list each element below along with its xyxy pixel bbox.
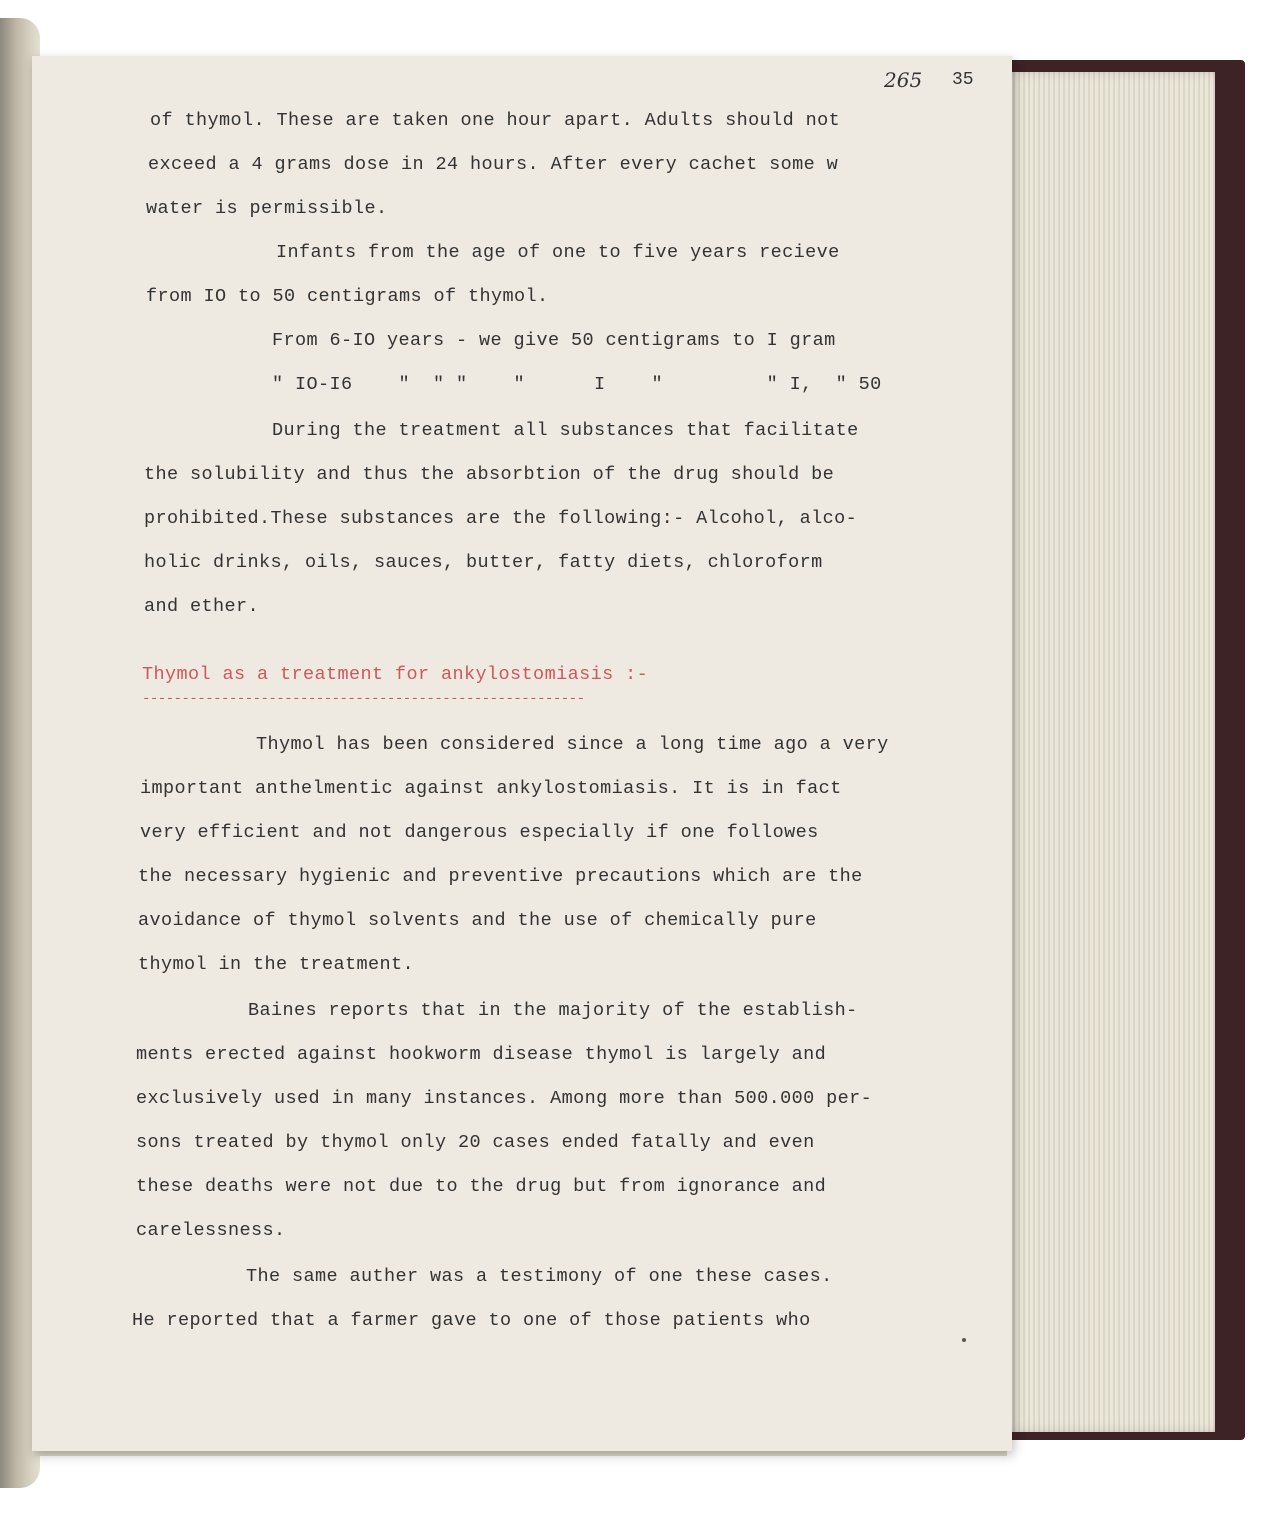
text-line: the solubility and thus the absorbtion of the drug should be xyxy=(144,464,835,485)
text-line: important anthelmentic against ankylostomiasis. It is in fact xyxy=(140,778,842,799)
ink-dot xyxy=(962,1338,966,1342)
typed-page xyxy=(32,56,1012,1451)
dosage-row: " IO-I6 " " " " I " " I, " 50 xyxy=(272,374,882,395)
text-line: He reported that a farmer gave to one of those patients who xyxy=(132,1310,811,1331)
text-line: exclusively used in many instances. Among more than 500.000 per- xyxy=(136,1088,873,1109)
text-line: water is permissible. xyxy=(146,198,388,219)
dosage-row: From 6-IO years - we give 50 centigrams to I gram xyxy=(272,330,836,351)
page-stack xyxy=(1005,72,1215,1432)
text-line: thymol in the treatment. xyxy=(138,954,415,975)
text-line: the necessary hygienic and preventive precautions which are the xyxy=(138,866,863,887)
text-line: exceed a 4 grams dose in 24 hours. After every cachet some w xyxy=(148,154,839,175)
text-line: Baines reports that in the majority of the establish- xyxy=(248,1000,858,1021)
page-number: 35 xyxy=(952,70,974,90)
text-line: prohibited.These substances are the following:- Alcohol, alco- xyxy=(144,508,858,529)
text-line: Infants from the age of one to five years recieve xyxy=(276,242,840,263)
text-line: sons treated by thymol only 20 cases ended fatally and even xyxy=(136,1132,815,1153)
text-line: avoidance of thymol solvents and the use of chemically pure xyxy=(138,910,817,931)
handwritten-page-number: 265 xyxy=(884,68,923,92)
text-line: holic drinks, oils, sauces, butter, fatty diets, chloroform xyxy=(144,552,823,573)
text-line: carelessness. xyxy=(136,1220,286,1241)
text-line: and ether. xyxy=(144,596,260,617)
text-line: ments erected against hookworm disease thymol is largely and xyxy=(136,1044,827,1065)
text-line: these deaths were not due to the drug but from ignorance and xyxy=(136,1176,827,1197)
text-line: of thymol. These are taken one hour apart. Adults should not xyxy=(150,110,841,131)
heading-underline: -------------------------------------------------------- xyxy=(142,692,585,706)
text-line: The same auther was a testimony of one these cases. xyxy=(246,1266,833,1287)
text-line: Thymol has been considered since a long time ago a very xyxy=(256,734,889,755)
section-heading: Thymol as a treatment for ankylostomiasis :- xyxy=(142,664,649,685)
text-line: from IO to 50 centigrams of thymol. xyxy=(146,286,549,307)
text-line: During the treatment all substances that facilitate xyxy=(272,420,859,441)
text-line: very efficient and not dangerous especially if one followes xyxy=(140,822,819,843)
